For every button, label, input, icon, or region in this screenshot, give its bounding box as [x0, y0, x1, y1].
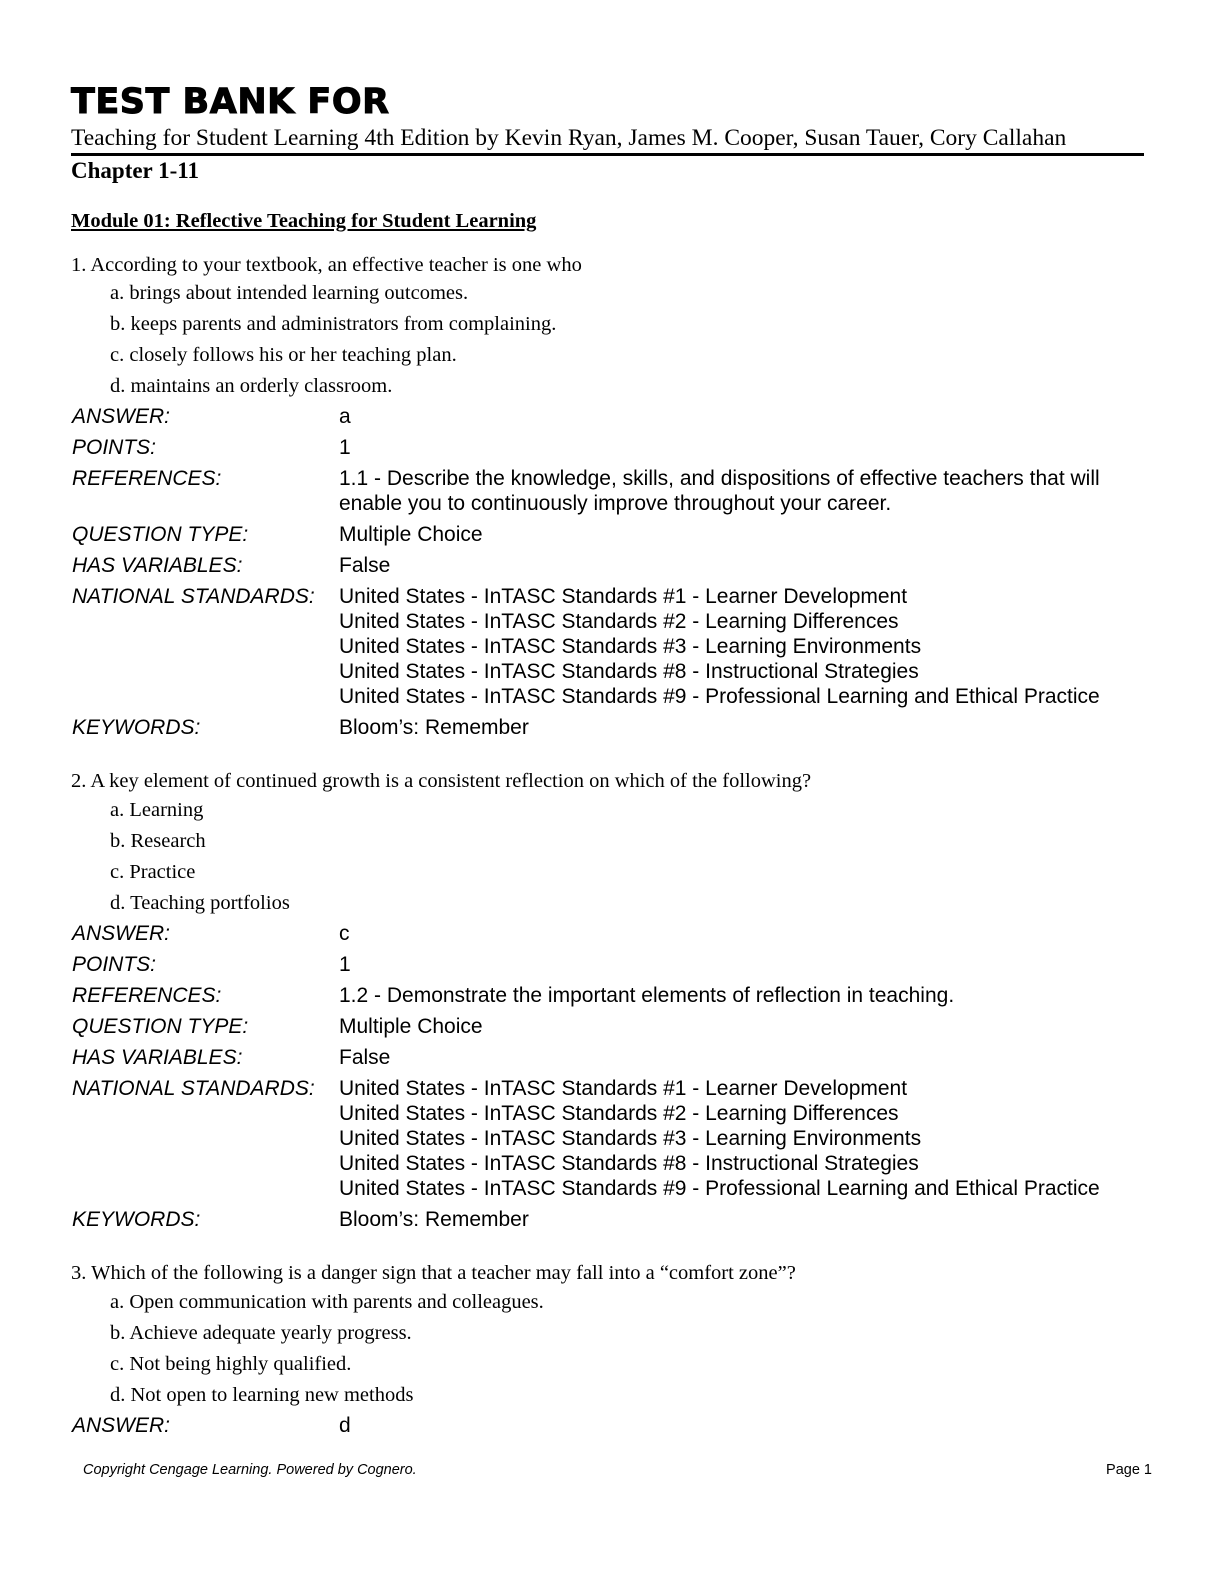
national-standards-label: NATIONAL STANDARDS:: [72, 1077, 315, 1100]
answer-value: d: [339, 1414, 351, 1437]
answer-option: c. Practice: [110, 861, 196, 883]
answer-label: ANSWER:: [72, 405, 171, 428]
header-divider: [71, 153, 1144, 156]
points-value: 1: [339, 953, 351, 976]
answer-option: b. Research: [110, 830, 206, 852]
national-standard-item: United States - InTASC Standards #8 - Instructional Strategies: [339, 1152, 919, 1175]
national-standard-item: United States - InTASC Standards #2 - Learning Differences: [339, 610, 899, 633]
answer-option: a. Learning: [110, 799, 204, 821]
question-type-label: QUESTION TYPE:: [72, 523, 249, 546]
question-stem: 3. Which of the following is a danger sign that a teacher may fall into a “comfort zone”?: [71, 1262, 796, 1284]
answer-label: ANSWER:: [72, 922, 171, 945]
references-label: REFERENCES:: [72, 984, 222, 1007]
question-stem: 1. According to your textbook, an effective teacher is one who: [71, 254, 582, 276]
question-type-label: QUESTION TYPE:: [72, 1015, 249, 1038]
answer-value: c: [339, 922, 350, 945]
answer-label: ANSWER:: [72, 1414, 171, 1437]
answer-option: b. keeps parents and administrators from complaining.: [110, 313, 557, 335]
answer-option: b. Achieve adequate yearly progress.: [110, 1322, 412, 1344]
answer-option: a. Open communication with parents and colleagues.: [110, 1291, 544, 1313]
national-standard-item: United States - InTASC Standards #9 - Professional Learning and Ethical Practice: [339, 1177, 1100, 1200]
has-variables-value: False: [339, 554, 391, 577]
references-label: REFERENCES:: [72, 467, 222, 490]
answer-option: c. closely follows his or her teaching plan.: [110, 344, 457, 366]
national-standard-item: United States - InTASC Standards #9 - Professional Learning and Ethical Practice: [339, 685, 1100, 708]
references-value: 1.1 - Describe the knowledge, skills, and dispositions of effective teachers that will enable you to continuously improve throughout your career.: [339, 467, 1100, 515]
national-standard-item: United States - InTASC Standards #8 - Instructional Strategies: [339, 660, 919, 683]
keywords-value: Bloom’s: Remember: [339, 716, 529, 739]
answer-value: a: [339, 405, 351, 428]
has-variables-label: HAS VARIABLES:: [72, 1046, 243, 1069]
points-value: 1: [339, 436, 351, 459]
question-type-value: Multiple Choice: [339, 523, 483, 546]
national-standard-item: United States - InTASC Standards #3 - Learning Environments: [339, 635, 922, 658]
answer-option: c. Not being highly qualified.: [110, 1353, 352, 1375]
answer-option: d. maintains an orderly classroom.: [110, 375, 393, 397]
question-type-value: Multiple Choice: [339, 1015, 483, 1038]
page-title: TEST BANK FOR: [71, 82, 390, 122]
page-number: Page 1: [1106, 1462, 1152, 1478]
references-value: 1.2 - Demonstrate the important elements of reflection in teaching.: [339, 984, 955, 1007]
points-label: POINTS:: [72, 953, 157, 976]
answer-option: a. brings about intended learning outcomes.: [110, 282, 469, 304]
answer-option: d. Teaching portfolios: [110, 892, 290, 914]
footer-copyright: Copyright Cengage Learning. Powered by Cognero.: [83, 1462, 417, 1478]
has-variables-label: HAS VARIABLES:: [72, 554, 243, 577]
module-heading: Module 01: Reflective Teaching for Student Learning: [71, 210, 537, 232]
national-standard-item: United States - InTASC Standards #1 - Learner Development: [339, 1077, 908, 1100]
answer-option: d. Not open to learning new methods: [110, 1384, 414, 1406]
keywords-label: KEYWORDS:: [72, 1208, 201, 1231]
has-variables-value: False: [339, 1046, 391, 1069]
keywords-label: KEYWORDS:: [72, 716, 201, 739]
national-standards-label: NATIONAL STANDARDS:: [72, 585, 315, 608]
question-stem: 2. A key element of continued growth is a consistent reflection on which of the following?: [71, 770, 812, 792]
national-standard-item: United States - InTASC Standards #1 - Learner Development: [339, 585, 908, 608]
chapter-heading: Chapter 1-11: [71, 158, 199, 183]
points-label: POINTS:: [72, 436, 157, 459]
national-standard-item: United States - InTASC Standards #2 - Learning Differences: [339, 1102, 899, 1125]
book-subtitle: Teaching for Student Learning 4th Edition by Kevin Ryan, James M. Cooper, Susan Tauer, Cory Callahan: [71, 125, 1067, 151]
national-standard-item: United States - InTASC Standards #3 - Learning Environments: [339, 1127, 922, 1150]
keywords-value: Bloom’s: Remember: [339, 1208, 529, 1231]
